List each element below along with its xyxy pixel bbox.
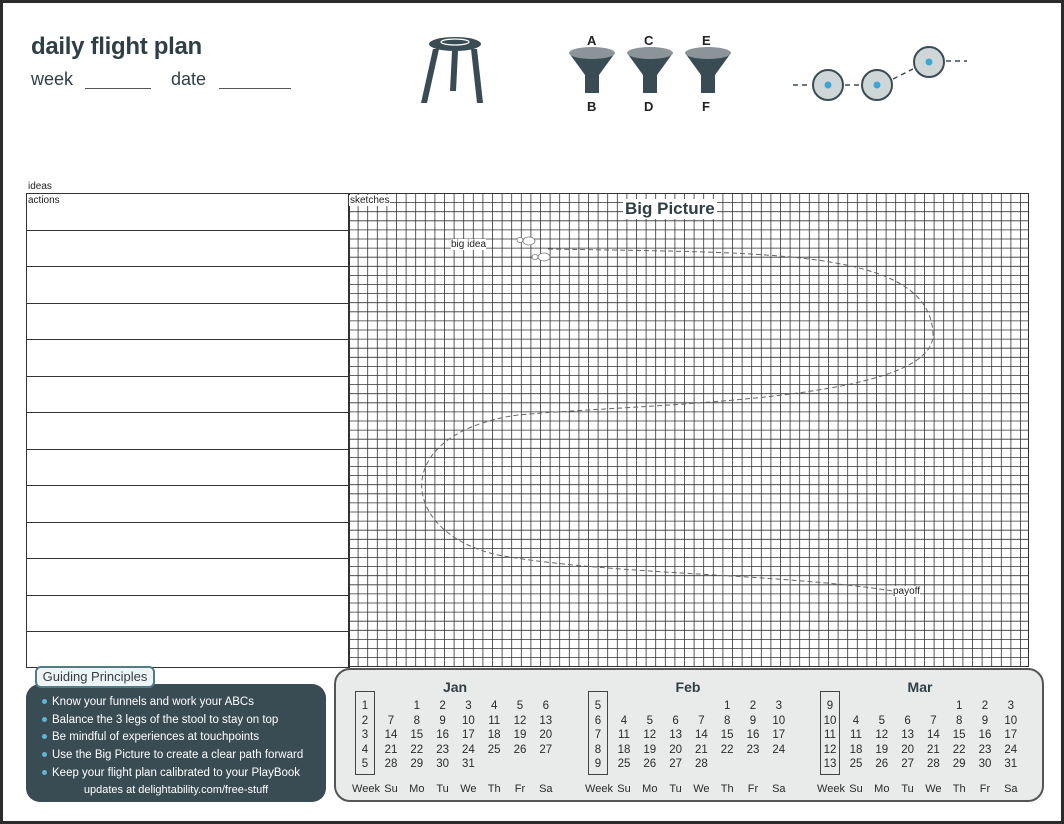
calendar-day[interactable]: 5 — [878, 714, 885, 727]
calendar-day[interactable]: 27 — [669, 758, 682, 770]
action-row[interactable] — [26, 193, 348, 231]
action-row[interactable] — [26, 412, 348, 450]
path-nodes-icon — [791, 43, 971, 107]
month-name: Jan — [442, 679, 468, 695]
calendar-day[interactable]: 27 — [539, 743, 553, 756]
week-number: 10 — [823, 714, 837, 727]
calendar-day[interactable]: 12 — [875, 729, 889, 741]
calendar-day[interactable]: 1 — [413, 700, 420, 712]
stool-icon — [415, 33, 495, 107]
day-header: We — [925, 783, 942, 795]
payoff-label: payoff — [893, 586, 921, 597]
action-row[interactable] — [26, 522, 348, 560]
day-header: Sa — [1004, 783, 1018, 795]
calendar-day[interactable]: 7 — [698, 714, 705, 727]
action-row[interactable] — [26, 595, 348, 633]
calendar-day[interactable]: 1 — [723, 700, 731, 712]
calendar-day[interactable]: 15 — [720, 729, 734, 741]
calendar-day[interactable]: 16 — [436, 729, 449, 741]
funnel-label-a: A — [587, 33, 597, 48]
big-picture-title: Big Picture — [625, 199, 715, 218]
funnel-label-c: C — [644, 33, 654, 48]
date-label: date — [171, 69, 207, 89]
calendar-day[interactable]: 12 — [643, 729, 657, 741]
week-number: 6 — [594, 714, 602, 727]
day-header: Tu — [669, 783, 682, 795]
calendar-day[interactable]: 28 — [384, 758, 398, 770]
funnel-label-b: B — [587, 99, 597, 114]
week-number: 13 — [823, 758, 837, 770]
calendar-day[interactable]: 29 — [952, 758, 966, 770]
bullet-icon — [42, 717, 47, 722]
calendar-day[interactable]: 9 — [981, 714, 989, 727]
page-title: daily flight plan — [31, 33, 202, 60]
calendar-day[interactable]: 31 — [1004, 758, 1018, 770]
action-row[interactable] — [26, 558, 348, 596]
calendar-day[interactable]: 1 — [955, 700, 963, 712]
week-number: 11 — [824, 729, 836, 741]
calendar-day[interactable]: 20 — [539, 729, 553, 741]
calendar-day[interactable]: 3 — [775, 700, 782, 712]
week-number: 5 — [594, 700, 602, 712]
calendar-day[interactable]: 13 — [539, 714, 553, 727]
calendar-day[interactable]: 26 — [643, 758, 657, 770]
calendar-day[interactable]: 25 — [617, 758, 631, 770]
calendar-day[interactable]: 17 — [461, 729, 475, 741]
updates-link[interactable]: updates at delightability.com/free-stuff — [83, 784, 269, 796]
calendar-day[interactable]: 25 — [849, 758, 863, 770]
calendar-day[interactable]: 13 — [901, 729, 914, 741]
calendar-day[interactable]: 20 — [901, 743, 914, 756]
day-header: Su — [384, 783, 398, 795]
day-header: Fr — [747, 783, 759, 795]
guiding-principles-box — [26, 684, 326, 802]
calendar-day[interactable]: 10 — [1004, 714, 1018, 727]
calendar-day[interactable]: 23 — [978, 743, 992, 756]
calendar-day[interactable]: 17 — [1004, 729, 1018, 741]
calendar-day[interactable]: 21 — [384, 743, 398, 756]
day-header: Sa — [772, 783, 786, 795]
calendar-day[interactable]: 23 — [746, 743, 760, 756]
calendar-day[interactable]: 3 — [1007, 700, 1014, 712]
calendar-day[interactable]: 18 — [849, 743, 863, 756]
day-header: Th — [952, 783, 966, 795]
principle-item: Balance the 3 legs of the stool to stay on top — [42, 714, 278, 726]
day-header: Th — [720, 783, 734, 795]
calendar-day[interactable]: 24 — [772, 743, 786, 756]
day-header: Mo — [409, 783, 425, 795]
funnel-label-f: F — [702, 99, 710, 114]
calendar-day[interactable]: 10 — [772, 714, 786, 727]
day-header: Week — [817, 783, 845, 795]
calendar-day[interactable]: 18 — [617, 743, 631, 756]
calendar-day[interactable]: 4 — [490, 700, 498, 712]
week-field[interactable] — [85, 88, 151, 89]
day-header: Mo — [642, 783, 658, 795]
calendar-day[interactable]: 30 — [978, 758, 992, 770]
calendar-day[interactable]: 8 — [723, 714, 731, 727]
week-number: 1 — [361, 700, 369, 712]
week-number: 12 — [823, 743, 837, 756]
week-number: 9 — [594, 758, 602, 770]
day-header: Tu — [436, 783, 449, 795]
calendar-day[interactable]: 26 — [513, 743, 527, 756]
bullet-icon — [42, 752, 47, 757]
principle-item: Keep your flight plan calibrated to your PlayBook — [42, 767, 300, 779]
week-number: 4 — [361, 743, 369, 756]
calendar-day[interactable]: 2 — [981, 700, 989, 712]
ideas-label: ideas — [28, 181, 52, 192]
big-picture-path — [348, 193, 1029, 667]
day-header: Th — [487, 783, 501, 795]
calendar-day[interactable]: 12 — [513, 714, 527, 727]
action-row[interactable] — [26, 376, 348, 414]
calendar-day[interactable]: 30 — [436, 758, 449, 770]
calendar-day[interactable]: 28 — [694, 758, 708, 770]
week-label: week — [31, 69, 74, 89]
day-header: Mo — [874, 783, 890, 795]
bullet-icon — [42, 770, 47, 775]
calendar-day[interactable]: 15 — [410, 729, 424, 741]
week-number: 5 — [361, 758, 369, 770]
calendar-day[interactable]: 11 — [488, 714, 501, 727]
month-name: Mar — [907, 679, 933, 695]
calendar-day[interactable]: 23 — [436, 743, 449, 756]
day-header: Week — [352, 783, 380, 795]
calendar-day[interactable]: 13 — [669, 729, 682, 741]
calendar-day[interactable]: 9 — [439, 714, 446, 727]
calendar-day[interactable]: 7 — [387, 714, 395, 727]
funnel-label-d: D — [644, 99, 654, 114]
day-header: Su — [849, 783, 863, 795]
calendar-day[interactable]: 5 — [516, 700, 524, 712]
bullet-icon — [42, 699, 47, 704]
calendar-day[interactable]: 25 — [487, 743, 501, 756]
calendar-day[interactable]: 21 — [694, 743, 708, 756]
day-header: Fr — [514, 783, 526, 795]
big-idea-label: big idea — [451, 239, 487, 250]
actions-label: actions — [28, 195, 60, 206]
calendar-day[interactable]: 21 — [926, 743, 940, 756]
calendar-day[interactable]: 2 — [439, 700, 446, 712]
month-name: Feb — [675, 679, 701, 695]
calendar-day[interactable]: 11 — [850, 729, 862, 741]
calendar-day[interactable]: 19 — [513, 729, 527, 741]
calendar-day[interactable]: 2 — [749, 700, 757, 712]
principle-item: Use the Big Picture to create a clear path forward — [42, 749, 303, 761]
calendar-day[interactable]: 4 — [852, 714, 860, 727]
action-row[interactable] — [26, 631, 348, 669]
calendar-day[interactable]: 6 — [672, 714, 679, 727]
calendar-day[interactable]: 26 — [875, 758, 889, 770]
calendar-day[interactable]: 24 — [461, 743, 475, 756]
calendar-day[interactable]: 7 — [930, 714, 937, 727]
principle-item: Know your funnels and work your ABCs — [42, 696, 254, 708]
bullet-icon — [42, 734, 47, 739]
calendar-day[interactable]: 4 — [620, 714, 628, 727]
calendar-day[interactable]: 22 — [720, 743, 734, 756]
calendar-day[interactable]: 8 — [413, 714, 420, 727]
calendar-day[interactable]: 14 — [926, 729, 940, 741]
action-row[interactable] — [26, 485, 348, 523]
day-header: Tu — [901, 783, 914, 795]
calendar-day[interactable]: 28 — [926, 758, 940, 770]
day-header: Su — [617, 783, 631, 795]
week-number: 9 — [826, 700, 834, 712]
calendar-day[interactable]: 27 — [901, 758, 914, 770]
calendar-day[interactable]: 9 — [749, 714, 757, 727]
day-header: Sa — [539, 783, 553, 795]
calendar-day[interactable]: 18 — [487, 729, 501, 741]
calendar-day[interactable]: 8 — [955, 714, 963, 727]
day-header: Week — [585, 783, 613, 795]
calendar-day[interactable]: 22 — [952, 743, 966, 756]
guiding-principles-title: Guiding Principles — [35, 666, 155, 688]
calendar-day[interactable]: 14 — [384, 729, 398, 741]
action-row[interactable] — [26, 339, 348, 377]
calendar-day[interactable]: 5 — [646, 714, 653, 727]
day-header: We — [460, 783, 477, 795]
calendar-day[interactable]: 6 — [542, 700, 549, 712]
calendar-day[interactable]: 10 — [461, 714, 475, 727]
calendar-day[interactable]: 29 — [410, 758, 424, 770]
week-number: 7 — [594, 729, 602, 741]
calendar-day[interactable]: 16 — [978, 729, 992, 741]
action-row[interactable] — [26, 230, 348, 268]
day-header: Fr — [979, 783, 991, 795]
calendar-day[interactable]: 16 — [746, 729, 760, 741]
calendar-day[interactable]: 15 — [952, 729, 966, 741]
week-number: 8 — [594, 743, 602, 756]
sketches-label: sketches — [350, 195, 390, 206]
funnel-label-e: E — [702, 33, 711, 48]
calendar-day[interactable]: 31 — [461, 758, 475, 770]
calendar-day[interactable]: 22 — [410, 743, 424, 756]
date-field[interactable] — [219, 88, 291, 89]
calendar-day[interactable]: 17 — [772, 729, 786, 741]
week-number: 3 — [361, 729, 369, 741]
calendar-day[interactable]: 20 — [669, 743, 682, 756]
action-row[interactable] — [26, 303, 348, 341]
week-number: 2 — [361, 714, 369, 727]
principle-item: Be mindful of experiences at touchpoints — [42, 731, 259, 743]
calendar-day[interactable]: 11 — [618, 729, 630, 741]
calendar-day[interactable]: 24 — [1004, 743, 1018, 756]
action-row[interactable] — [26, 449, 348, 487]
day-header: We — [693, 783, 710, 795]
calendar-day[interactable]: 19 — [643, 743, 657, 756]
calendar-day[interactable]: 19 — [875, 743, 889, 756]
calendar-day[interactable]: 3 — [465, 700, 472, 712]
calendar-day[interactable]: 14 — [694, 729, 708, 741]
calendar-day[interactable]: 6 — [904, 714, 911, 727]
action-row[interactable] — [26, 266, 348, 304]
